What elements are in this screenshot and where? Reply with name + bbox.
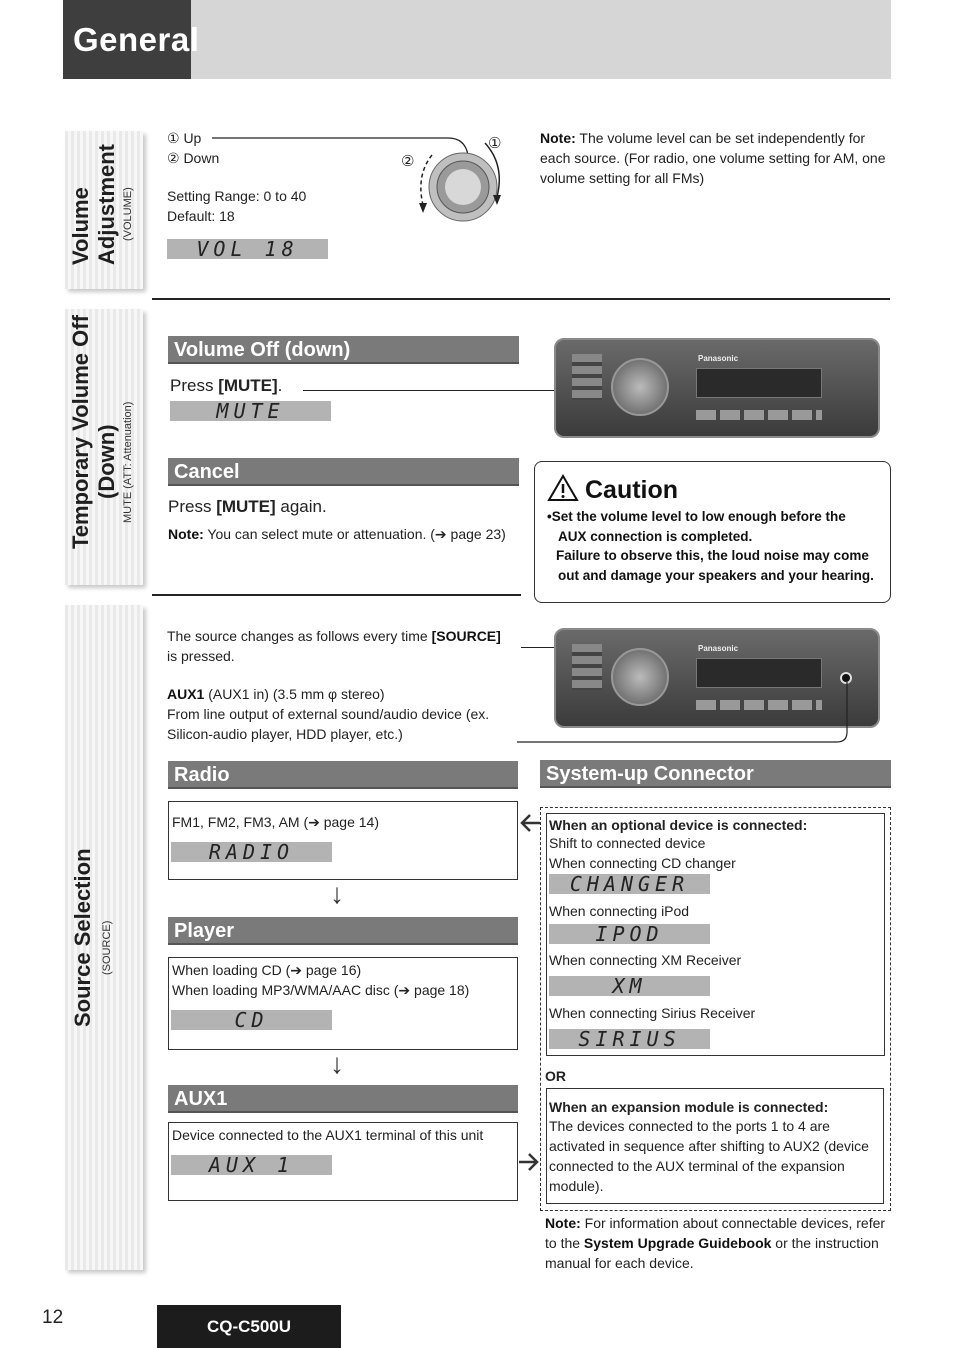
caution-title: Caution [585,476,679,504]
section-bar-volume-off: Volume Off (down) [168,336,519,364]
expansion-title: When an expansion module is connected: [549,1099,829,1115]
section-bar-cancel: Cancel [168,458,519,486]
aux1-text: Device connected to the AUX1 terminal of this unit [172,1127,484,1143]
system-up-note: Note: For information about connectable devices, refer to the System Upgrade Guidebook or the instruction manual for each device. [545,1215,886,1271]
tab-source-title: Source Selection [70,848,95,1027]
brand-label: Panasonic [698,354,739,363]
player-text-mp3: When loading MP3/WMA/AAC disc (➔ page 18) [172,982,470,998]
radio-box [168,801,518,880]
aux-cable-line [515,680,855,750]
tab-volume-title-2: Adjustment [94,144,119,265]
sirius-lcd: SIRIUS [549,1029,710,1049]
volume-lcd: VOL 18 [167,239,328,259]
volume-knob-icon [210,125,510,225]
tab-volume-sub: (VOLUME) [122,187,134,241]
mute-lcd: MUTE [170,401,331,421]
car-stereo-image [554,338,880,438]
knob-label-2: ② [401,153,415,170]
volume-down-label: ② Down [167,150,220,166]
sirius-label: When connecting Sirius Receiver [549,1005,756,1021]
optional-device-box [546,813,885,1056]
tab-temporary-volume-off [65,309,143,585]
brand-label: Panasonic [698,644,739,653]
volume-up-label: ① Up [167,130,202,146]
expansion-module-box [546,1088,884,1204]
display-panel [696,368,822,398]
section-bar-radio: Radio [168,761,518,789]
source-intro: The source changes as follows every time [SOURCE] is pressed. [167,628,501,664]
player-text-cd: When loading CD (➔ page 16) [172,962,362,978]
radio-lcd: RADIO [171,842,332,862]
radio-text: FM1, FM2, FM3, AM (➔ page 14) [172,814,380,830]
or-label: OR [545,1068,566,1084]
section-bar-system-up: System-up Connector [540,760,891,788]
mute-note: Note: You can select mute or attenuation. (➔ page 23) [168,526,506,542]
player-lcd: CD [171,1010,332,1030]
divider [152,298,890,300]
xm-lcd: XM [549,976,710,996]
volume-knob [611,358,669,416]
volume-range: Setting Range: 0 to 40 [167,188,307,204]
warning-icon [547,474,579,502]
caution-box [534,461,891,603]
tab-volume-adjustment [65,131,143,289]
optional-shift: Shift to connected device [549,835,706,851]
model-badge: CQ-C500U [157,1305,341,1348]
ipod-lcd: IPOD [549,924,710,944]
expansion-text: The devices connected to the ports 1 to 4 are activated in sequence after shifting to AUX2 (device connected to the AUX terminal of the expansion module). [549,1118,869,1194]
xm-label: When connecting XM Receiver [549,952,742,968]
divider [152,594,521,596]
tab-volume-title-1: Volume [68,187,93,265]
tab-temp-sub: MUTE (ATT: Attenuation) [122,401,134,523]
header-bar [190,0,891,79]
tab-source-selection [65,605,143,1270]
caution-text: •Set the volume level to low enough before the AUX connection is completed. Failure to observe this, the loud noise may come out and damage your speakers and your hearing. [547,509,874,583]
aux1-box [168,1122,518,1201]
section-bar-aux1: AUX1 [168,1085,518,1113]
page-number: 12 [42,1307,64,1328]
page-title: General [63,0,191,79]
side-buttons [572,354,602,400]
preset-buttons [696,410,822,420]
down-arrow-icon: ↓ [330,1048,344,1079]
cancel-press-text: Press [MUTE] again. [168,497,327,516]
volume-default: Default: 18 [167,208,235,224]
knob-label-1: ① [488,135,502,152]
ipod-label: When connecting iPod [549,903,690,919]
pointer-line [303,390,563,391]
mute-press-text: Press [MUTE]. [170,376,283,395]
aux-description: AUX1 (AUX1 in) (3.5 mm φ stereo) From line output of external sound/audio device (ex. Silicon-audio player, HDD player, etc.) [167,686,490,742]
cd-changer-lcd: CHANGER [549,874,710,894]
player-box [168,957,518,1050]
cd-changer-label: When connecting CD changer [549,855,736,871]
optional-title: When an optional device is connected: [549,817,808,833]
tab-source-sub: (SOURCE) [101,920,113,975]
right-arrow-icon [517,1151,541,1173]
left-arrow-icon [518,812,542,834]
volume-note: Note: The volume level can be set independently for each source. (For radio, one volume setting for AM, one volume setting for all FMs) [540,130,886,186]
aux1-lcd: AUX 1 [171,1155,332,1175]
tab-temp-title-1: Temporary Volume Off [68,315,93,549]
section-bar-player: Player [168,917,518,945]
down-arrow-icon: ↓ [330,878,344,909]
tab-temp-title-2: (Down) [94,424,119,499]
